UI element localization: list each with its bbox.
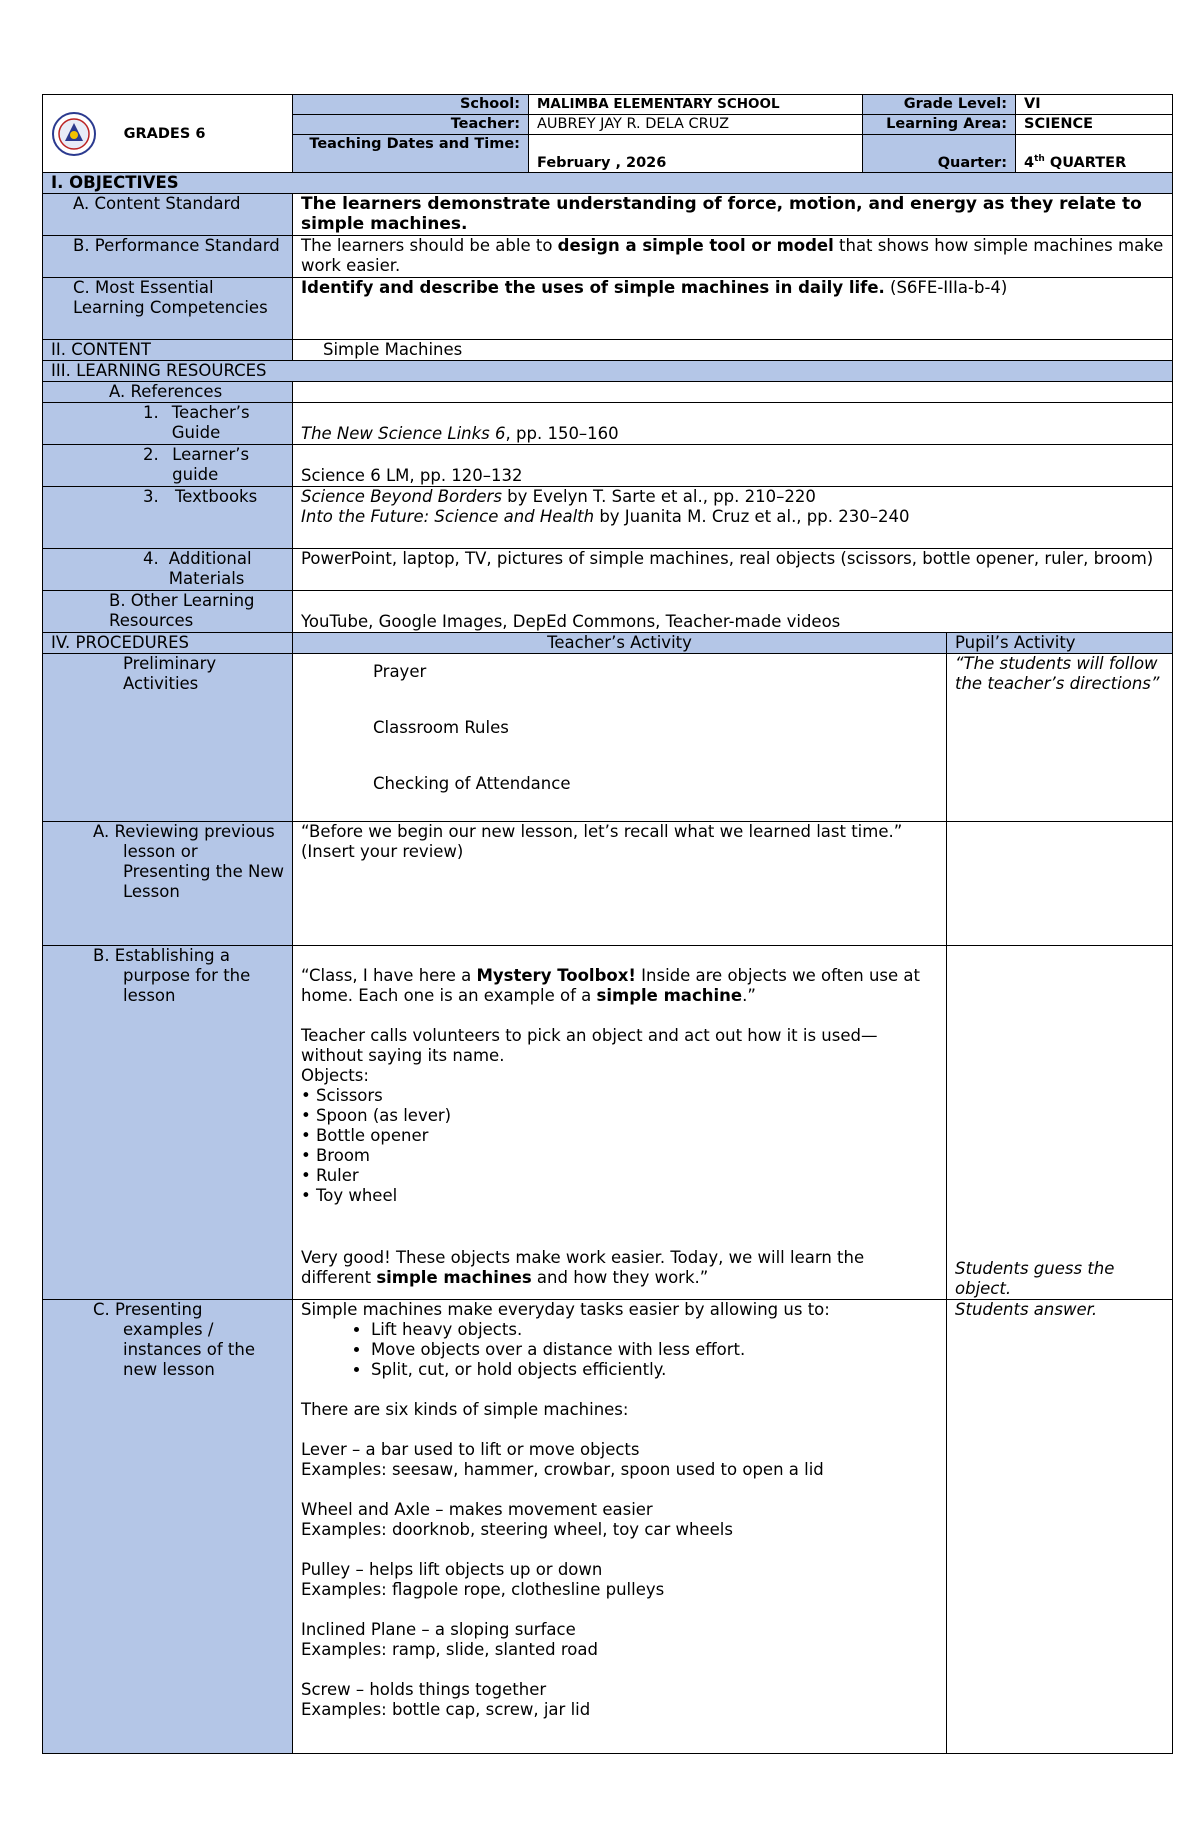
teachers-guide-number: 1. bbox=[143, 403, 159, 422]
intro-text-1: “Class, I have here a bbox=[301, 966, 477, 985]
procedures-section-title: IV. PROCEDURES bbox=[43, 633, 293, 654]
screw-examples: Examples: bottle cap, screw, jar lid bbox=[301, 1700, 591, 1719]
screw-definition: Screw – holds things together bbox=[301, 1680, 547, 1699]
establishing-purpose-pupil: Students guess the object. bbox=[947, 946, 1173, 1300]
closing-text-2: and how they work.” bbox=[531, 1268, 709, 1287]
establishing-purpose-teacher bbox=[293, 946, 947, 1300]
grade-level-label: Grade Level: bbox=[863, 95, 1016, 115]
lever-examples: Examples: seesaw, hammer, crowbar, spoon used to open a lid bbox=[301, 1460, 824, 1479]
additional-materials-label-text: Additional Materials bbox=[168, 549, 252, 588]
teachers-guide-label-text: Teacher’s Guide bbox=[171, 403, 250, 442]
intro-text-2: Inside are objects we often use at home. Each one is an example of a bbox=[301, 966, 920, 1005]
textbook-2 bbox=[301, 507, 1164, 527]
content-label: II. CONTENT bbox=[43, 340, 293, 361]
dates-value: February , 2026 bbox=[529, 135, 863, 173]
melc-value bbox=[293, 278, 1173, 340]
intro-text-bold-1: Mystery Toolbox! bbox=[476, 966, 636, 985]
grade-level-value: VI bbox=[1016, 95, 1173, 115]
intro-text-3: .” bbox=[742, 986, 756, 1005]
pupil-activity-column-header: Pupil’s Activity bbox=[947, 633, 1173, 654]
benefits-list bbox=[301, 1320, 938, 1380]
wheel-axle-examples: Examples: doorknob, steering wheel, toy car wheels bbox=[301, 1520, 733, 1539]
teacher-value: AUBREY JAY R. DELA CRUZ bbox=[529, 115, 863, 135]
object-item: • Bottle opener bbox=[301, 1126, 429, 1145]
header-logo-cell bbox=[43, 95, 293, 173]
presenting-examples-label: C. Presenting examples / instances of the new lesson bbox=[43, 1300, 293, 1754]
additional-materials-label bbox=[43, 549, 293, 591]
six-kinds-text: There are six kinds of simple machines: bbox=[301, 1400, 629, 1419]
lever-definition: Lever – a bar used to lift or move objects bbox=[301, 1440, 640, 1459]
object-item: • Broom bbox=[301, 1146, 370, 1165]
dates-label: Teaching Dates and Time: bbox=[293, 135, 529, 173]
quarter-suffix: th bbox=[1034, 154, 1045, 165]
objects-label: Objects: bbox=[301, 1066, 369, 1085]
pulley-definition: Pulley – helps lift objects up or down bbox=[301, 1560, 603, 1579]
establishing-purpose-label: B. Establishing a purpose for the lesson bbox=[43, 946, 293, 1300]
content-standard-label: A. Content Standard bbox=[43, 194, 293, 236]
lesson-plan-table bbox=[42, 94, 1173, 1754]
learners-guide-value: Science 6 LM, pp. 120–132 bbox=[293, 445, 1173, 487]
references-label: A. References bbox=[43, 382, 293, 403]
performance-text-pre: The learners should be able to bbox=[301, 236, 558, 255]
object-item: • Ruler bbox=[301, 1166, 359, 1185]
preliminary-activities-pupil: “The students will follow the teacher’s directions” bbox=[947, 654, 1173, 822]
teachers-guide-value bbox=[293, 403, 1173, 445]
learners-guide-label bbox=[43, 445, 293, 487]
reviewing-label: A. Reviewing previous lesson or Presenting the New Lesson bbox=[43, 822, 293, 946]
presenting-examples-teacher bbox=[293, 1300, 947, 1754]
attendance-item: Checking of Attendance bbox=[373, 774, 571, 793]
inclined-plane-examples: Examples: ramp, slide, slanted road bbox=[301, 1640, 598, 1659]
object-item: • Scissors bbox=[301, 1086, 383, 1105]
reviewing-teacher bbox=[293, 822, 947, 946]
grades-label: GRADES 6 bbox=[123, 125, 206, 142]
deped-seal-logo bbox=[51, 111, 97, 157]
prayer-item: Prayer bbox=[373, 662, 427, 681]
school-value: MALIMBA ELEMENTARY SCHOOL bbox=[529, 95, 863, 115]
melc-text-bold: Identify and describe the uses of simple machines in daily life. bbox=[301, 278, 885, 297]
performance-text-bold: design a simple tool or model bbox=[557, 236, 834, 255]
teachers-guide-label bbox=[43, 403, 293, 445]
review-line-1: “Before we begin our new lesson, let’s recall what we learned last time.” bbox=[301, 822, 903, 841]
resources-section-title: III. LEARNING RESOURCES bbox=[43, 361, 1173, 382]
benefit-item: • Lift heavy objects. bbox=[371, 1320, 938, 1340]
content-standard-value: The learners demonstrate understanding of force, motion, and energy as they relate to simple machines. bbox=[293, 194, 1173, 236]
textbooks-label-text: Textbooks bbox=[175, 487, 258, 506]
quarter-label: Quarter: bbox=[863, 135, 1016, 173]
lesson-plan-sheet bbox=[42, 94, 1172, 1754]
textbooks-label bbox=[43, 487, 293, 549]
objectives-section-title: I. OBJECTIVES bbox=[43, 173, 1173, 194]
inclined-plane-definition: Inclined Plane – a sloping surface bbox=[301, 1620, 576, 1639]
other-resources-value: YouTube, Google Images, DepEd Commons, Teacher-made videos bbox=[293, 591, 1173, 633]
melc-code: (S6FE-IIIa-b-4) bbox=[884, 278, 1008, 297]
quarter-word: QUARTER bbox=[1049, 155, 1127, 171]
performance-text-post: that shows how simple machines make work easier. bbox=[301, 236, 1164, 275]
learners-guide-number: 2. bbox=[143, 445, 159, 464]
mystery-toolbox-intro bbox=[301, 966, 938, 1006]
object-item: • Spoon (as lever) bbox=[301, 1106, 452, 1125]
closing-text-bold: simple machines bbox=[376, 1268, 532, 1287]
performance-standard-value bbox=[293, 236, 1173, 278]
wheel-axle-definition: Wheel and Axle – makes movement easier bbox=[301, 1500, 653, 1519]
object-item: • Toy wheel bbox=[301, 1186, 398, 1205]
volunteer-instruction: Teacher calls volunteers to pick an object and act out how it is used—without saying its name. bbox=[301, 1026, 878, 1065]
melc-label: C. Most Essential Learning Competencies bbox=[43, 278, 293, 340]
classroom-rules-item: Classroom Rules bbox=[373, 718, 509, 737]
preliminary-activities-teacher bbox=[293, 654, 947, 822]
teachers-guide-title: The New Science Links 6 bbox=[301, 424, 506, 443]
textbook-1-title: Science Beyond Borders bbox=[301, 487, 502, 506]
purpose-closing bbox=[301, 1248, 938, 1288]
learners-guide-label-text: Learner’s guide bbox=[172, 445, 250, 484]
textbooks-value bbox=[293, 487, 1173, 549]
textbook-1 bbox=[301, 487, 1164, 507]
review-line-2: (Insert your review) bbox=[301, 842, 464, 861]
quarter-value bbox=[1016, 135, 1173, 173]
benefit-item: • Split, cut, or hold objects efficiently. bbox=[371, 1360, 938, 1380]
teacher-activity-column-header: Teacher’s Activity bbox=[293, 633, 947, 654]
closing-text-1: Very good! These objects make work easier. Today, we will learn the different bbox=[301, 1248, 865, 1287]
learning-area-value: SCIENCE bbox=[1016, 115, 1173, 135]
teacher-label: Teacher: bbox=[293, 115, 529, 135]
preliminary-activities-label: Preliminary Activities bbox=[43, 654, 293, 822]
additional-materials-number: 4. bbox=[143, 549, 159, 568]
school-label: School: bbox=[293, 95, 529, 115]
reviewing-pupil bbox=[947, 822, 1173, 946]
textbook-2-title: Into the Future: Science and Health bbox=[301, 507, 595, 526]
references-value bbox=[293, 382, 1173, 403]
content-value: Simple Machines bbox=[293, 340, 1173, 361]
benefit-item: • Move objects over a distance with less effort. bbox=[371, 1340, 938, 1360]
other-resources-label: B. Other Learning Resources bbox=[43, 591, 293, 633]
quarter-number: 4 bbox=[1024, 155, 1035, 171]
teachers-guide-pages: , pp. 150–160 bbox=[505, 424, 619, 443]
textbook-2-details: by Juanita M. Cruz et al., pp. 230–240 bbox=[594, 507, 910, 526]
performance-standard-label: B. Performance Standard bbox=[43, 236, 293, 278]
intro-text-bold-2: simple machine bbox=[596, 986, 743, 1005]
additional-materials-value: PowerPoint, laptop, TV, pictures of simple machines, real objects (scissors, bottle opener, ruler, broom) bbox=[293, 549, 1173, 591]
textbooks-number: 3. bbox=[143, 487, 159, 506]
pulley-examples: Examples: flagpole rope, clothesline pulleys bbox=[301, 1580, 665, 1599]
textbook-1-details: by Evelyn T. Sarte et al., pp. 210–220 bbox=[501, 487, 816, 506]
learning-area-label: Learning Area: bbox=[863, 115, 1016, 135]
simple-machines-intro: Simple machines make everyday tasks easier by allowing us to: bbox=[301, 1300, 830, 1319]
presenting-examples-pupil: Students answer. bbox=[947, 1300, 1173, 1754]
